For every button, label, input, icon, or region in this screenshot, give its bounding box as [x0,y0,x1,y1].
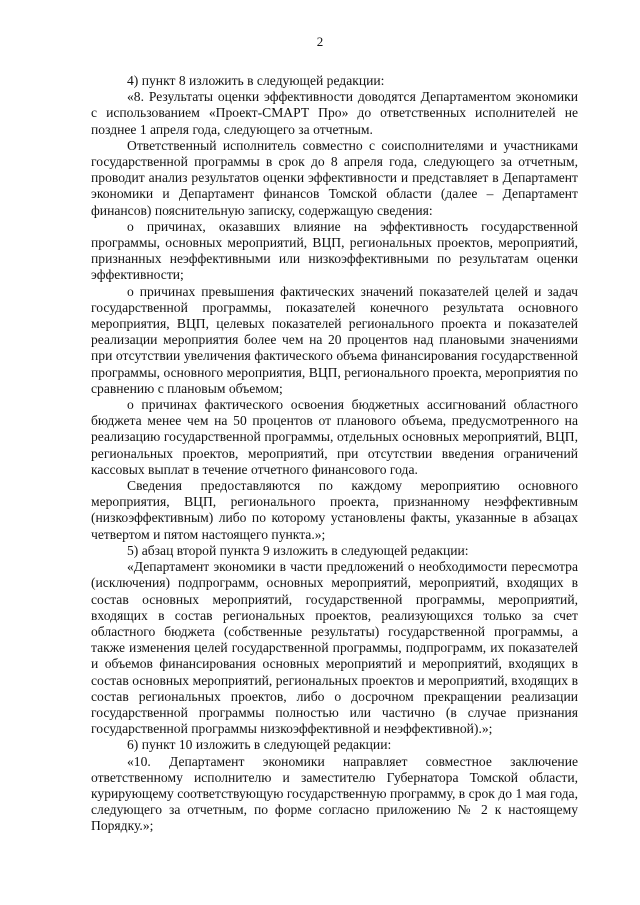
paragraph-department-economics: «Департамент экономики в части предложений о необходимости пересмотра (исключения) подпрограмм, основных мероприятий, мероприятий, входящих в состав основных мероприятий, государственной программы, мероприятий, входящих в состав региональных проектов, реализующихся только за счет областного бюджета (собственные результаты) государственной программы, а также изменения целей государственной программы, подпрограмм, их показателей и объемов финансирования основных мероприятий и мероприятий, входящих в состав основных мероприятий, региональных проектов и мероприятий, входящих в состав региональных проектов, либо о досрочном прекращении реализации государственной программы полностью или частично (в случае признания государственной программы низкоэффективной и неэффективной).»; [91,559,578,737]
paragraph-reasons-exceeding: о причинах превышения фактических значений показателей целей и задач государственной программы, показателей конечного результата основного мероприятия, ВЦП, целевых показателей регионального проекта и показателей реализации мероприятия более чем на 20 процентов над плановыми значениями при отсутствии увеличения фактического объема финансирования государственной программы, основного мероприятия, ВЦП, регионального проекта, мероприятия по сравнению с плановым объемом; [91,283,578,396]
paragraph-reasons-efficiency: о причинах, оказавших влияние на эффективность государственной программы, основных мероприятий, ВЦП, региональных проектов, мероприятий, признанных неэффективными или низкоэффективными по результатам оценки эффективности; [91,218,578,283]
paragraph-item-6-heading: 6) пункт 10 изложить в следующей редакции: [127,737,392,753]
paragraph-point-8-text: «8. Результаты оценки эффективности доводятся Департаментом экономики с использованием «Проект-СМАРТ Про» до ответственных исполнителей не позднее 1 апреля года, следующего за отчетным. [91,89,578,137]
paragraph-responsible-executor: Ответственный исполнитель совместно с соисполнителями и участниками государственной программы в срок до 8 апреля года, следующего за отчетным, проводит анализ результатов оценки эффективности и представляет в Департамент экономики и Департамент финансов Томской области (далее – Департамент финансов) пояснительную записку, содержащую сведения: [91,137,578,218]
paragraph-reasons-budget: о причинах фактического освоения бюджетных ассигнований областного бюджета менее чем на 50 процентов от планового объема, предусмотренного на реализацию государственной программы, отдельных основных мероприятий, ВЦП, региональных проектов, мероприятий, при отсутствии введения ограничений кассовых выплат в течение отчетного финансового года. [91,397,578,477]
paragraph-item-5-heading: 5) абзац второй пункта 9 изложить в следующей редакции: [127,542,469,558]
paragraph-item-4-heading: 4) пункт 8 изложить в следующей редакции: [127,73,385,88]
page-number: 2 [316,34,324,49]
document-body [91,73,578,835]
paragraph-information-provided: Сведения предоставляются по каждому мероприятию основного мероприятия, ВЦП, регионального проекта, признанному неэффективным (низкоэффективным) либо по которому установлены факты, указанные в абзацах четвертом и пятом настоящего пункта.»; [91,478,578,542]
paragraph-point-10-text: «10. Департамент экономики направляет совместное заключение ответственному исполнителю и заместителю Губернатора Томской области, курирующему соответствующую государственную программу, в срок до 1 мая года, следующего за отчетным, по форме согласно приложению № 2 к настоящему Порядку.»; [91,753,578,834]
